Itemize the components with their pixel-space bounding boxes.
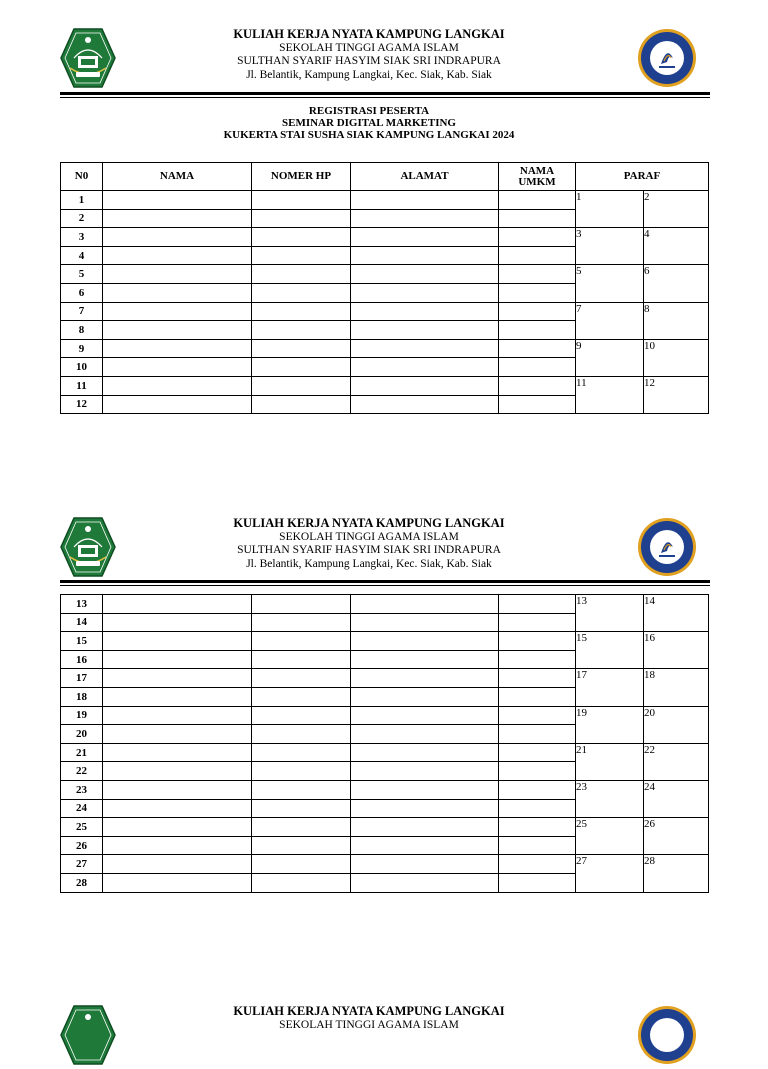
alamat-cell[interactable] — [351, 799, 499, 818]
nama-cell[interactable] — [103, 613, 252, 632]
nama-cell[interactable] — [103, 339, 252, 358]
institution-title: KULIAH KERJA NYATA KAMPUNG LANGKAI — [233, 516, 505, 530]
nama-cell[interactable] — [103, 725, 252, 744]
paraf-cell-left[interactable]: 25 — [576, 818, 644, 855]
nomer-hp-cell[interactable] — [252, 265, 351, 284]
nama-umkm-cell[interactable] — [499, 669, 576, 688]
header-nama-umkm — [499, 163, 576, 191]
nama-cell[interactable] — [103, 228, 252, 247]
row-number: 28 — [61, 873, 103, 892]
row-number: 21 — [61, 743, 103, 762]
paraf-cell-left[interactable]: 7 — [576, 302, 644, 339]
nama-umkm-cell[interactable] — [499, 743, 576, 762]
alamat-cell[interactable] — [351, 873, 499, 892]
row-number: 10 — [61, 358, 103, 377]
letterhead-rule-thin — [60, 585, 710, 586]
nama-umkm-cell[interactable] — [499, 339, 576, 358]
nama-umkm-cell[interactable] — [499, 687, 576, 706]
alamat-cell[interactable] — [351, 283, 499, 302]
nama-cell[interactable] — [103, 246, 252, 265]
registration-table-page-1 — [60, 162, 709, 414]
row-number: 2 — [61, 209, 103, 228]
nomer-hp-cell[interactable] — [252, 339, 351, 358]
nomer-hp-cell[interactable] — [252, 873, 351, 892]
nomer-hp-cell[interactable] — [252, 687, 351, 706]
paraf-cell-right[interactable]: 8 — [644, 302, 709, 339]
nama-cell[interactable] — [103, 265, 252, 284]
paraf-cell-left[interactable]: 19 — [576, 706, 644, 743]
nama-umkm-cell[interactable] — [499, 836, 576, 855]
row-number: 17 — [61, 669, 103, 688]
row-number: 7 — [61, 302, 103, 321]
nomer-hp-cell[interactable] — [252, 836, 351, 855]
header-nomer-hp: NOMER HP — [252, 163, 351, 191]
nomer-hp-cell[interactable] — [252, 613, 351, 632]
nama-umkm-cell[interactable] — [499, 246, 576, 265]
alamat-cell[interactable] — [351, 191, 499, 210]
paraf-cell-left[interactable]: 1 — [576, 191, 644, 228]
table-row — [61, 855, 709, 874]
nama-umkm-cell[interactable] — [499, 873, 576, 892]
nama-umkm-cell[interactable] — [499, 650, 576, 669]
table-row — [61, 228, 709, 247]
row-number: 1 — [61, 191, 103, 210]
alamat-cell[interactable] — [351, 706, 499, 725]
paraf-cell-left[interactable]: 23 — [576, 780, 644, 817]
header-nama-umkm-line-2: UMKM — [518, 175, 556, 188]
row-number: 19 — [61, 706, 103, 725]
row-number: 24 — [61, 799, 103, 818]
row-number: 12 — [61, 395, 103, 414]
table-row — [61, 302, 709, 321]
paraf-cell-right[interactable]: 10 — [644, 339, 709, 376]
nama-cell[interactable] — [103, 595, 252, 614]
nomer-hp-cell[interactable] — [252, 855, 351, 874]
nama-cell[interactable] — [103, 818, 252, 837]
nama-cell[interactable] — [103, 706, 252, 725]
paraf-cell-left[interactable]: 13 — [576, 595, 644, 632]
institution-line-2: SULTHAN SYARIF HASYIM SIAK SRI INDRAPURA — [237, 544, 501, 556]
paraf-cell-right[interactable]: 26 — [644, 818, 709, 855]
nama-umkm-cell[interactable] — [499, 302, 576, 321]
institution-title: KULIAH KERJA NYATA KAMPUNG LANGKAI — [233, 1004, 505, 1018]
nama-cell[interactable] — [103, 650, 252, 669]
nama-cell[interactable] — [103, 283, 252, 302]
paraf-cell-right[interactable]: 24 — [644, 780, 709, 817]
institution-line-1: SEKOLAH TINGGI AGAMA ISLAM — [279, 530, 459, 543]
nomer-hp-cell[interactable] — [252, 818, 351, 837]
row-number: 15 — [61, 632, 103, 651]
nomer-hp-cell[interactable] — [252, 799, 351, 818]
nama-cell[interactable] — [103, 321, 252, 340]
nama-umkm-cell[interactable] — [499, 632, 576, 651]
alamat-cell[interactable] — [351, 321, 499, 340]
nama-cell[interactable] — [103, 191, 252, 210]
alamat-cell[interactable] — [351, 376, 499, 395]
nomer-hp-cell[interactable] — [252, 321, 351, 340]
alamat-cell[interactable] — [351, 836, 499, 855]
nomer-hp-cell[interactable] — [252, 780, 351, 799]
nama-umkm-cell[interactable] — [499, 780, 576, 799]
paraf-cell-right[interactable]: 16 — [644, 632, 709, 669]
nama-umkm-cell[interactable] — [499, 725, 576, 744]
nomer-hp-cell[interactable] — [252, 762, 351, 781]
nama-cell[interactable] — [103, 780, 252, 799]
table-row — [61, 339, 709, 358]
nomer-hp-cell[interactable] — [252, 595, 351, 614]
nama-cell[interactable] — [103, 799, 252, 818]
alamat-cell[interactable] — [351, 613, 499, 632]
letterhead-text — [160, 1005, 578, 1032]
alamat-cell[interactable] — [351, 855, 499, 874]
header-nama-umkm-line-1: NAMA — [519, 164, 555, 177]
nomer-hp-cell[interactable] — [252, 302, 351, 321]
registration-title — [160, 105, 578, 141]
paraf-cell-right[interactable]: 14 — [644, 595, 709, 632]
nama-umkm-cell[interactable] — [499, 191, 576, 210]
alamat-cell[interactable] — [351, 302, 499, 321]
row-number: 16 — [61, 650, 103, 669]
row-number: 23 — [61, 780, 103, 799]
row-number: 27 — [61, 855, 103, 874]
row-number: 9 — [61, 339, 103, 358]
nama-cell[interactable] — [103, 836, 252, 855]
paraf-cell-left[interactable]: 15 — [576, 632, 644, 669]
table-row — [61, 818, 709, 837]
nama-umkm-cell[interactable] — [499, 706, 576, 725]
letterhead-rule-thin — [60, 97, 710, 98]
nama-cell[interactable] — [103, 376, 252, 395]
letterhead-rule-thick — [60, 92, 710, 95]
table-row — [61, 706, 709, 725]
nama-umkm-cell[interactable] — [499, 228, 576, 247]
nama-cell[interactable] — [103, 687, 252, 706]
alamat-cell[interactable] — [351, 595, 499, 614]
nomer-hp-cell[interactable] — [252, 725, 351, 744]
nomer-hp-cell[interactable] — [252, 246, 351, 265]
nama-umkm-cell[interactable] — [499, 265, 576, 284]
paraf-cell-left[interactable]: 3 — [576, 228, 644, 265]
institution-line-1: SEKOLAH TINGGI AGAMA ISLAM — [279, 41, 459, 54]
nama-cell[interactable] — [103, 855, 252, 874]
nomer-hp-cell[interactable] — [252, 209, 351, 228]
nama-cell[interactable] — [103, 209, 252, 228]
institution-address: Jl. Belantik, Kampung Langkai, Kec. Siak, Kab. Siak — [246, 68, 492, 81]
alamat-cell[interactable] — [351, 669, 499, 688]
paraf-cell-right[interactable]: 18 — [644, 669, 709, 706]
paraf-cell-left[interactable]: 27 — [576, 855, 644, 892]
paraf-cell-left[interactable]: 5 — [576, 265, 644, 302]
row-number: 25 — [61, 818, 103, 837]
table-row — [61, 191, 709, 210]
kemenag-logo-icon — [60, 1005, 116, 1065]
institution-line-1: SEKOLAH TINGGI AGAMA ISLAM — [279, 1018, 459, 1031]
table-row — [61, 780, 709, 799]
paraf-cell-left[interactable]: 9 — [576, 339, 644, 376]
alamat-cell[interactable] — [351, 725, 499, 744]
registration-table-page-2 — [60, 594, 709, 893]
alamat-cell[interactable] — [351, 762, 499, 781]
header-nama: NAMA — [103, 163, 252, 191]
paraf-cell-right[interactable]: 4 — [644, 228, 709, 265]
nama-cell[interactable] — [103, 302, 252, 321]
header-paraf: PARAF — [576, 163, 709, 191]
registration-title-line-1: REGISTRASI PESERTA — [308, 105, 430, 117]
nama-cell[interactable] — [103, 632, 252, 651]
row-number: 4 — [61, 246, 103, 265]
nomer-hp-cell[interactable] — [252, 632, 351, 651]
paraf-cell-left[interactable]: 11 — [576, 376, 644, 413]
alamat-cell[interactable] — [351, 650, 499, 669]
nama-umkm-cell[interactable] — [499, 762, 576, 781]
kemenag-logo-icon — [60, 28, 116, 88]
alamat-cell[interactable] — [351, 339, 499, 358]
nomer-hp-cell[interactable] — [252, 706, 351, 725]
letterhead-page-1 — [0, 28, 768, 92]
row-number: 8 — [61, 321, 103, 340]
row-number: 11 — [61, 376, 103, 395]
nomer-hp-cell[interactable] — [252, 283, 351, 302]
table-row — [61, 265, 709, 284]
header-alamat: ALAMAT — [351, 163, 499, 191]
paraf-cell-right[interactable]: 12 — [644, 376, 709, 413]
nomer-hp-cell[interactable] — [252, 669, 351, 688]
stai-seal-icon — [637, 517, 697, 577]
letterhead-text — [160, 28, 578, 82]
letterhead-page-2 — [0, 517, 768, 581]
nama-cell[interactable] — [103, 669, 252, 688]
paraf-cell-right[interactable]: 2 — [644, 191, 709, 228]
stai-seal-icon — [637, 28, 697, 88]
institution-title: KULIAH KERJA NYATA KAMPUNG LANGKAI — [233, 27, 505, 41]
table-row — [61, 743, 709, 762]
row-number: 18 — [61, 687, 103, 706]
paraf-cell-right[interactable]: 20 — [644, 706, 709, 743]
alamat-cell[interactable] — [351, 780, 499, 799]
nama-cell[interactable] — [103, 873, 252, 892]
kemenag-logo-icon — [60, 517, 116, 577]
nama-cell[interactable] — [103, 358, 252, 377]
nama-umkm-cell[interactable] — [499, 321, 576, 340]
row-number: 13 — [61, 595, 103, 614]
paraf-cell-left[interactable]: 17 — [576, 669, 644, 706]
letterhead-text — [160, 517, 578, 571]
row-number: 6 — [61, 283, 103, 302]
stai-seal-icon — [637, 1005, 697, 1065]
table-header-row — [61, 163, 709, 191]
alamat-cell[interactable] — [351, 743, 499, 762]
table-row — [61, 376, 709, 395]
nama-umkm-cell[interactable] — [499, 283, 576, 302]
paraf-cell-right[interactable]: 22 — [644, 743, 709, 780]
alamat-cell[interactable] — [351, 818, 499, 837]
row-number: 3 — [61, 228, 103, 247]
alamat-cell[interactable] — [351, 632, 499, 651]
nama-umkm-cell[interactable] — [499, 358, 576, 377]
nama-umkm-cell[interactable] — [499, 799, 576, 818]
row-number: 5 — [61, 265, 103, 284]
alamat-cell[interactable] — [351, 265, 499, 284]
nama-cell[interactable] — [103, 762, 252, 781]
alamat-cell[interactable] — [351, 246, 499, 265]
letterhead-page-3 — [0, 1005, 768, 1069]
nomer-hp-cell[interactable] — [252, 376, 351, 395]
row-number: 26 — [61, 836, 103, 855]
alamat-cell[interactable] — [351, 687, 499, 706]
alamat-cell[interactable] — [351, 395, 499, 414]
alamat-cell[interactable] — [351, 358, 499, 377]
letterhead-rule-thick — [60, 580, 710, 583]
paraf-cell-right[interactable]: 6 — [644, 265, 709, 302]
paraf-cell-left[interactable]: 21 — [576, 743, 644, 780]
row-number: 20 — [61, 725, 103, 744]
nama-umkm-cell[interactable] — [499, 613, 576, 632]
nomer-hp-cell[interactable] — [252, 228, 351, 247]
nama-umkm-cell[interactable] — [499, 818, 576, 837]
nama-umkm-cell[interactable] — [499, 209, 576, 228]
table-row — [61, 669, 709, 688]
nama-cell[interactable] — [103, 743, 252, 762]
nomer-hp-cell[interactable] — [252, 395, 351, 414]
nama-umkm-cell[interactable] — [499, 855, 576, 874]
nama-cell[interactable] — [103, 395, 252, 414]
nama-umkm-cell[interactable] — [499, 595, 576, 614]
header-no: N0 — [61, 163, 103, 191]
nama-umkm-cell[interactable] — [499, 376, 576, 395]
paraf-cell-right[interactable]: 28 — [644, 855, 709, 892]
row-number: 22 — [61, 762, 103, 781]
nomer-hp-cell[interactable] — [252, 358, 351, 377]
institution-address: Jl. Belantik, Kampung Langkai, Kec. Siak, Kab. Siak — [246, 557, 492, 570]
registration-title-line-3: KUKERTA STAI SUSHA SIAK KAMPUNG LANGKAI 2024 — [223, 129, 515, 141]
institution-line-2: SULTHAN SYARIF HASYIM SIAK SRI INDRAPURA — [237, 55, 501, 67]
alamat-cell[interactable] — [351, 209, 499, 228]
nomer-hp-cell[interactable] — [252, 743, 351, 762]
nama-umkm-cell[interactable] — [499, 395, 576, 414]
table-row — [61, 595, 709, 614]
table-row — [61, 632, 709, 651]
nomer-hp-cell[interactable] — [252, 650, 351, 669]
alamat-cell[interactable] — [351, 228, 499, 247]
registration-title-line-2: SEMINAR DIGITAL MARKETING — [282, 117, 456, 129]
row-number: 14 — [61, 613, 103, 632]
nomer-hp-cell[interactable] — [252, 191, 351, 210]
